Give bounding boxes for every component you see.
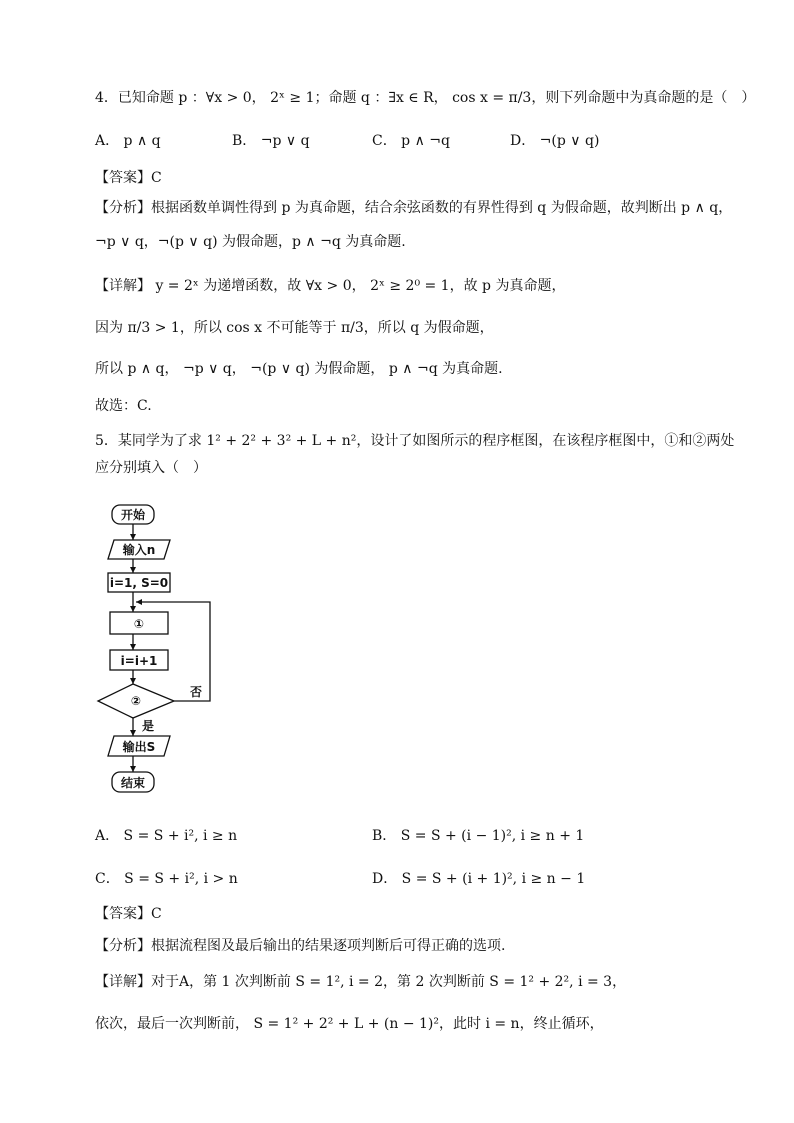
q5-detail-line2: 依次，最后一次判断前， S = 1² + 2² + L + (n − 1)²，此时 i = n，终止循环， (95, 1016, 604, 1032)
flow-yes-label: 是 (141, 719, 155, 733)
q4-detail-line4: 故选：C. (95, 398, 152, 414)
flow-cond-label: ② (130, 694, 142, 708)
q5-option-a: A． S = S + i², i ≥ n (95, 828, 238, 844)
q5-analysis: 【分析】根据流程图及最后输出的结果逐项判断后可得正确的选项. (95, 938, 506, 954)
q4-answer: 【答案】C (95, 170, 162, 186)
flow-box1-label: ① (133, 617, 145, 631)
q4-option-d: D． ¬(p ∨ q) (510, 133, 600, 149)
q4-detail-line2: 因为 π/3 > 1，所以 cos x 不可能等于 π/3，所以 q 为假命题， (95, 320, 494, 336)
q5-option-d: D． S = S + (i + 1)², i ≥ n − 1 (372, 871, 586, 887)
flowchart (90, 498, 230, 798)
flow-inc-label: i=i+1 (120, 654, 158, 668)
q4-analysis-line2: ¬p ∨ q，¬(p ∨ q) 为假命题，p ∧ ¬q 为真命题. (95, 234, 406, 250)
q4-option-a: A． p ∧ q (95, 133, 161, 149)
q4-detail-line3: 所以 p ∧ q， ¬p ∨ q， ¬(p ∨ q) 为假命题， p ∧ ¬q 为真命题. (95, 361, 503, 377)
q4-option-b: B． ¬p ∨ q (232, 133, 310, 149)
q5-detail-line1: 【详解】对于A，第 1 次判断前 S = 1², i = 2，第 2 次判断前 S = 1² + 2², i = 3， (95, 974, 627, 990)
q4-detail-line1: 【详解】 y = 2ˣ 为递增函数，故 ∀x > 0， 2ˣ ≥ 2⁰ = 1，故 p 为真命题， (95, 278, 566, 294)
flow-end-label: 结束 (120, 776, 146, 790)
q4-option-c: C． p ∧ ¬q (372, 133, 450, 149)
q5-stem-line2: 应分别填入（ ） (95, 460, 207, 476)
q4-stem: 4．已知命题 p ：∀x > 0， 2ˣ ≥ 1；命题 q ：∃x ∈ R， cos x = π/3，则下列命题中为真命题的是（ ） (95, 90, 756, 106)
flow-no-label: 否 (189, 685, 203, 699)
q4-analysis-line1: 【分析】根据函数单调性得到 p 为真命题，结合余弦函数的有界性得到 q 为假命题，故判断出 p ∧ q， (95, 200, 733, 216)
q5-stem-line1: 5．某同学为了求 1² + 2² + 3² + L + n²，设计了如图所示的程序框图，在该程序框图中，①和②两处 (95, 433, 735, 449)
flow-start-label: 开始 (120, 508, 146, 522)
q5-answer: 【答案】C (95, 906, 162, 922)
flow-output-label: 输出S (122, 740, 156, 754)
flow-input-label: 输入n (122, 543, 156, 557)
flow-init-label: i=1, S=0 (109, 576, 169, 590)
q5-option-b: B． S = S + (i − 1)², i ≥ n + 1 (372, 828, 585, 844)
q5-option-c: C． S = S + i², i > n (95, 871, 238, 887)
